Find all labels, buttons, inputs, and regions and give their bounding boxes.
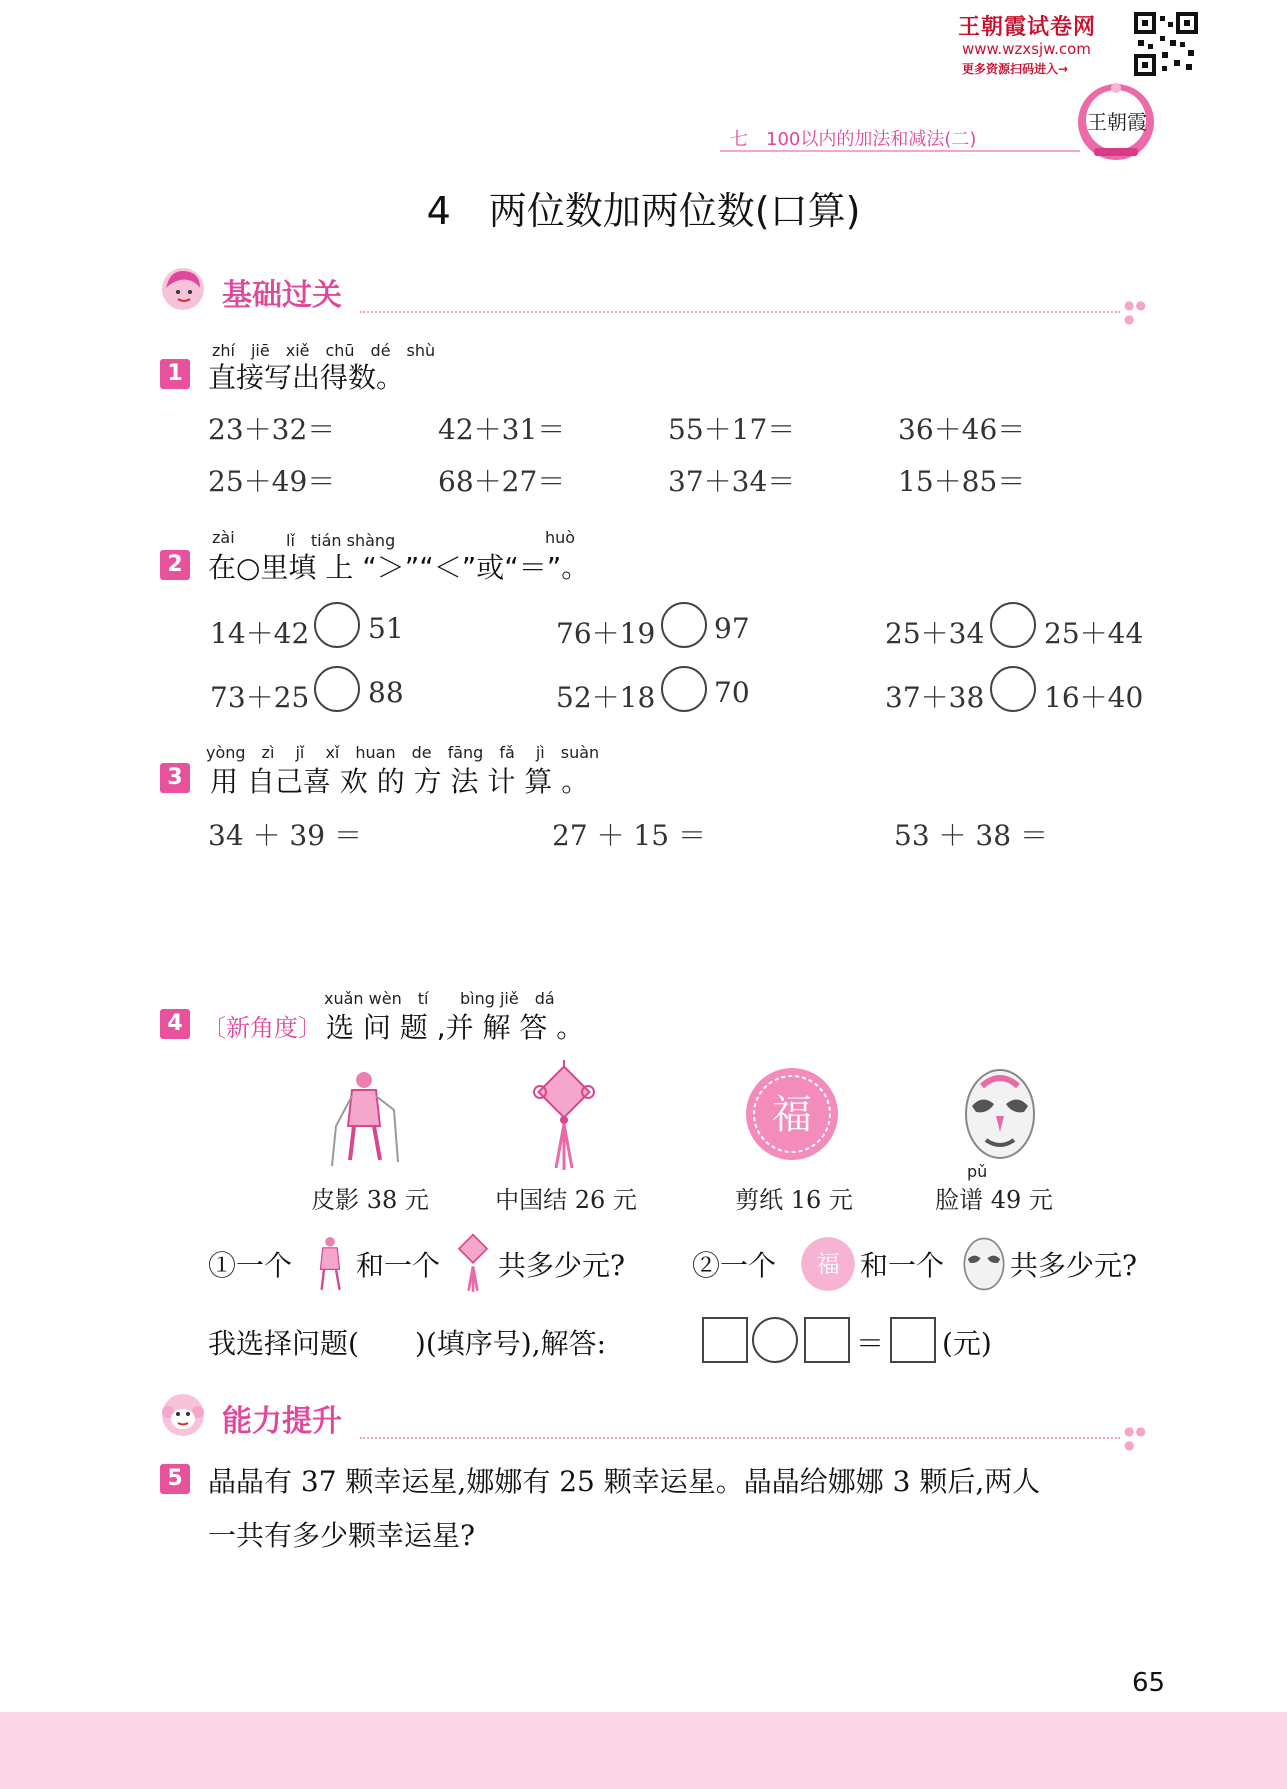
q4-question1-a: ①一个 — [208, 1249, 293, 1282]
q2-left-expr: 52＋18 — [556, 681, 656, 714]
compare-circle[interactable] — [990, 666, 1036, 712]
q3-expr: 27 ＋ 15 ＝ — [552, 819, 706, 852]
mask-pinyin: pǔ — [967, 1162, 988, 1181]
q2-right-expr: 16＋40 — [1044, 681, 1144, 714]
decor-dots: ●● ● — [1124, 1424, 1147, 1452]
q2-right-expr: 70 — [714, 676, 750, 709]
item-label-opera-mask: 脸谱 49 元 — [935, 1186, 1053, 1214]
svg-text:福: 福 — [772, 1092, 812, 1138]
girl-avatar-icon — [160, 266, 206, 312]
badge-text: 王朝霞 — [1087, 110, 1147, 134]
q1-expr: 37＋34＝ — [668, 465, 796, 498]
section-divider — [360, 311, 1120, 313]
q4-pinyin: xuǎn wèn tí — [324, 989, 429, 1008]
chapter-divider — [720, 150, 1080, 152]
section-divider — [360, 1437, 1120, 1439]
q4-number: 4 — [160, 1009, 190, 1039]
q1-expr: 25＋49＝ — [208, 465, 336, 498]
answer-equals: ＝ — [856, 1327, 885, 1360]
q2-left-expr: 14＋42 — [210, 617, 310, 650]
shadow-puppet-icon — [324, 1066, 404, 1168]
q1-expr: 68＋27＝ — [438, 465, 566, 498]
q2-left-expr: 76＋19 — [556, 617, 656, 650]
q2-right-expr: 88 — [368, 676, 404, 709]
q3-pinyin: yòng zì jǐ xǐ huan de fāng fǎ jì suàn — [206, 743, 600, 762]
answer-unit: (元) — [942, 1327, 992, 1360]
page-title: 4 两位数加两位数(口算) — [426, 189, 861, 233]
compare-circle[interactable] — [314, 666, 360, 712]
q3-expr: 34 ＋ 39 ＝ — [208, 819, 362, 852]
item-label-paper-cut: 剪纸 16 元 — [735, 1186, 853, 1214]
q1-expr: 42＋31＝ — [438, 413, 566, 446]
chinese-knot-icon — [452, 1230, 494, 1294]
q4-question2-b: 和一个 — [860, 1249, 945, 1282]
compare-circle[interactable] — [661, 666, 707, 712]
q4-question2-a: ②一个 — [692, 1249, 777, 1282]
q2-right-expr: 25＋44 — [1044, 617, 1144, 650]
qr-code-icon[interactable] — [1134, 12, 1198, 76]
answer-box-1[interactable] — [702, 1317, 748, 1363]
section-title-ability: 能力提升 — [222, 1404, 342, 1439]
q1-text: 直接写出得数。 — [208, 361, 405, 394]
q4-answer-prompt: 我选择问题( )(填序号),解答: — [208, 1327, 607, 1360]
answer-operator-circle[interactable] — [752, 1317, 798, 1363]
opera-mask-icon — [962, 1236, 1006, 1292]
q1-expr: 36＋46＝ — [898, 413, 1026, 446]
q2-right-expr: 51 — [368, 612, 404, 645]
q1-expr: 55＋17＝ — [668, 413, 796, 446]
chinese-knot-icon — [526, 1060, 602, 1172]
brand-scan-hint: 更多资源扫码进入→ — [962, 62, 1069, 76]
q1-pinyin: zhí jiē xiě chū dé shù — [212, 341, 436, 360]
q2-text: 在○里填 上 “＞”“＜”或“＝”。 — [208, 551, 590, 584]
opera-mask-icon — [962, 1066, 1038, 1162]
chapter-title: 七 100以内的加法和减法(二) — [730, 129, 977, 150]
q4-question1-b: 和一个 — [356, 1249, 441, 1282]
q3-text: 用 自己喜 欢 的 方 法 计 算 。 — [210, 765, 590, 798]
answer-box-2[interactable] — [804, 1317, 850, 1363]
brand-url[interactable]: www.wzxsjw.com — [962, 40, 1091, 58]
monkey-avatar-icon — [160, 1392, 206, 1438]
paper-cut-icon — [744, 1066, 840, 1162]
compare-circle[interactable] — [314, 602, 360, 648]
q2-number: 2 — [160, 550, 190, 580]
new-angle-tag: 〔新角度〕 — [202, 1014, 322, 1042]
q4-question1-c: 共多少元? — [498, 1249, 626, 1282]
q4-text: 选 问 题 ,并 解 答 。 — [326, 1011, 585, 1044]
svg-text:福: 福 — [816, 1250, 840, 1279]
q2-left-expr: 73＋25 — [210, 681, 310, 714]
section-title-basic: 基础过关 — [222, 278, 342, 313]
compare-circle[interactable] — [661, 602, 707, 648]
q2-left-expr: 25＋34 — [885, 617, 985, 650]
compare-circle[interactable] — [990, 602, 1036, 648]
answer-box-result[interactable] — [890, 1317, 936, 1363]
q1-expr: 15＋85＝ — [898, 465, 1026, 498]
q2-pinyin: zài — [212, 528, 235, 547]
q4-pinyin: bìng jiě dá — [460, 989, 555, 1008]
q2-pinyin: lǐ tián shàng — [286, 531, 396, 550]
q5-line1: 晶晶有 37 颗幸运星,娜娜有 25 颗幸运星。晶晶给娜娜 3 颗后,两人 — [208, 1465, 1041, 1498]
q1-number: 1 — [160, 359, 190, 389]
paper-cut-icon — [800, 1236, 856, 1292]
q2-left-expr: 37＋38 — [885, 681, 985, 714]
shadow-puppet-icon — [306, 1232, 354, 1296]
q3-number: 3 — [160, 763, 190, 793]
q5-line2: 一共有多少颗幸运星? — [208, 1519, 476, 1552]
brand-name: 王朝霞试卷网 — [958, 15, 1097, 40]
item-label-chinese-knot: 中国结 26 元 — [495, 1186, 637, 1214]
item-label-shadow-puppet: 皮影 38 元 — [311, 1186, 429, 1214]
q1-expr: 23＋32＝ — [208, 413, 336, 446]
footer-band — [0, 1712, 1287, 1789]
q2-pinyin: huò — [545, 528, 576, 547]
q3-expr: 53 ＋ 38 ＝ — [894, 819, 1048, 852]
q4-question2-c: 共多少元? — [1010, 1249, 1138, 1282]
page-number: 65 — [1132, 1668, 1166, 1698]
q2-right-expr: 97 — [714, 612, 750, 645]
decor-dots: ●● ● — [1124, 298, 1147, 326]
q5-number: 5 — [160, 1464, 190, 1494]
